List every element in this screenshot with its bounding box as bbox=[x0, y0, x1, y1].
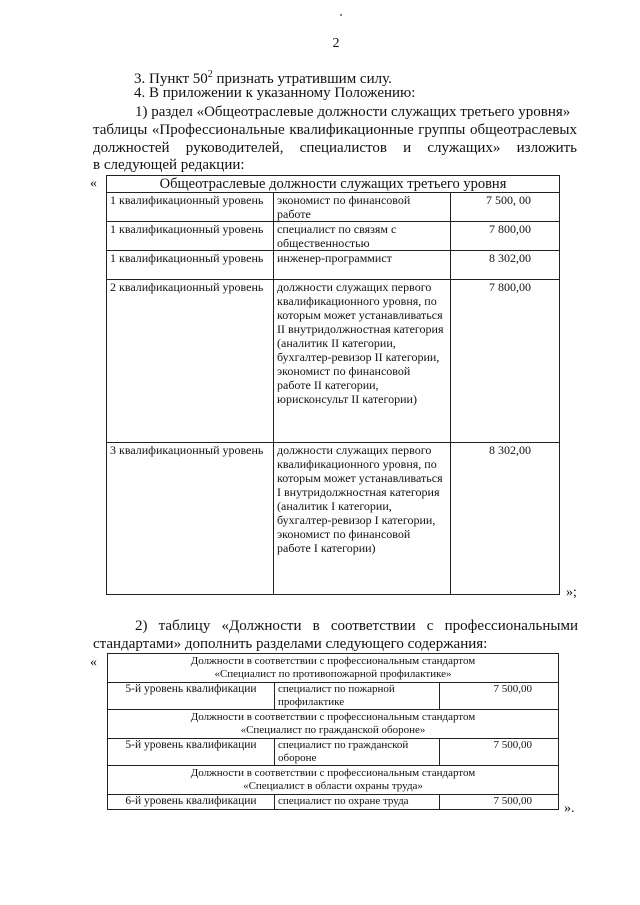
table1-open-quote: « bbox=[90, 176, 97, 191]
item-3-suffix: признать утратившим силу. bbox=[212, 71, 392, 87]
section-title-line-2: «Специалист по гражданской обороне» bbox=[240, 724, 426, 736]
level-cell: 3 квалификационный уровень bbox=[107, 443, 274, 595]
page-number: 2 bbox=[332, 36, 340, 51]
sub1-line-1: 1) раздел «Общеотраслевые должности служащих третьего уровня» bbox=[135, 104, 571, 120]
position-cell: инженер-программист bbox=[274, 251, 451, 280]
table-row bbox=[107, 251, 560, 280]
qualification-cell: 5-й уровень квалификации bbox=[108, 739, 275, 766]
section-title bbox=[108, 654, 559, 683]
position-cell: экономист по финансовой работе bbox=[274, 193, 451, 222]
section-title-line-1: Должности в соответствии с профессиональным стандартом bbox=[190, 655, 476, 667]
position-cell: специалист по гражданской обороне bbox=[275, 739, 440, 766]
scan-speck bbox=[340, 14, 342, 16]
sub1-line-3: должностей руководителей, специалистов и служащих» изложить bbox=[93, 140, 577, 156]
section-title-line-2: «Специалист в области охраны труда» bbox=[243, 780, 423, 792]
position-cell: специалист по пожарной профилактике bbox=[275, 683, 440, 710]
section-title-row bbox=[108, 654, 559, 683]
salary-cell: 7 500,00 bbox=[440, 683, 559, 710]
section-title bbox=[108, 766, 559, 795]
sub1-line-4: в следующей редакции: bbox=[93, 157, 245, 173]
table1-header: Общеотраслевые должности служащих третьего уровня bbox=[107, 176, 560, 193]
table-row bbox=[107, 280, 560, 443]
table2-open-quote: « bbox=[90, 655, 97, 670]
sub2-line-1: 2) таблицу «Должности в соответствии с профессиональными bbox=[135, 618, 578, 634]
salary-cell: 7 800,00 bbox=[451, 280, 560, 443]
item-3-superscript: 2 bbox=[207, 69, 213, 80]
table-row bbox=[108, 739, 559, 766]
item-3-prefix: 3. Пункт 50 bbox=[134, 71, 208, 87]
section-title bbox=[108, 710, 559, 739]
section-title-row bbox=[108, 766, 559, 795]
level-cell: 2 квалификационный уровень bbox=[107, 280, 274, 443]
qualification-cell: 5-й уровень квалификации bbox=[108, 683, 275, 710]
salary-cell: 8 302,00 bbox=[451, 443, 560, 595]
salary-cell: 7 800,00 bbox=[451, 222, 560, 251]
salary-cell: 8 302,00 bbox=[451, 251, 560, 280]
table1-header-row bbox=[107, 176, 560, 193]
level-cell: 1 квалификационный уровень bbox=[107, 222, 274, 251]
table-row bbox=[107, 443, 560, 595]
salary-cell: 7 500,00 bbox=[440, 739, 559, 766]
level-cell: 1 квалификационный уровень bbox=[107, 193, 274, 222]
section-title-line-2: «Специалист по противопожарной профилактике» bbox=[214, 668, 452, 680]
sub1-line-2: таблицы «Профессиональные квалификационные группы общеотраслевых bbox=[93, 122, 577, 138]
table-row bbox=[108, 683, 559, 710]
salary-cell: 7 500,00 bbox=[440, 795, 559, 810]
table2-close-quote: ». bbox=[564, 801, 575, 816]
table-professional-standards bbox=[107, 653, 559, 810]
table1-close-quote: »; bbox=[566, 585, 577, 600]
table-row bbox=[107, 222, 560, 251]
salary-cell: 7 500, 00 bbox=[451, 193, 560, 222]
level-cell: 1 квалификационный уровень bbox=[107, 251, 274, 280]
qualification-cell: 6-й уровень квалификации bbox=[108, 795, 275, 810]
table-row bbox=[108, 795, 559, 810]
section-title-line-1: Должности в соответствии с профессиональным стандартом bbox=[190, 767, 476, 779]
position-cell: должности служащих первого квалификационного уровня, по которым может устанавливаться II внутридолжностная категория (аналитик II категории, бухгалтер-ревизор II категории, экономист по финансовой работе II категории, юрисконсульт II категории) bbox=[274, 280, 451, 443]
table-third-level-positions bbox=[106, 175, 560, 595]
position-cell: специалист по охране труда bbox=[275, 795, 440, 810]
item-4: 4. В приложении к указанному Положению: bbox=[134, 85, 416, 101]
position-cell: специалист по связям с общественностью bbox=[274, 222, 451, 251]
section-title-row bbox=[108, 710, 559, 739]
section-title-line-1: Должности в соответствии с профессиональным стандартом bbox=[190, 711, 476, 723]
sub2-line-2: стандартами» дополнить разделами следующего содержания: bbox=[93, 636, 488, 652]
table-row bbox=[107, 193, 560, 222]
position-cell: должности служащих первого квалификационного уровня, по которым может устанавливаться I внутридолжностная категория (аналитик I категории, бухгалтер-ревизор I категории, экономист по финансовой работе I категории) bbox=[274, 443, 451, 595]
